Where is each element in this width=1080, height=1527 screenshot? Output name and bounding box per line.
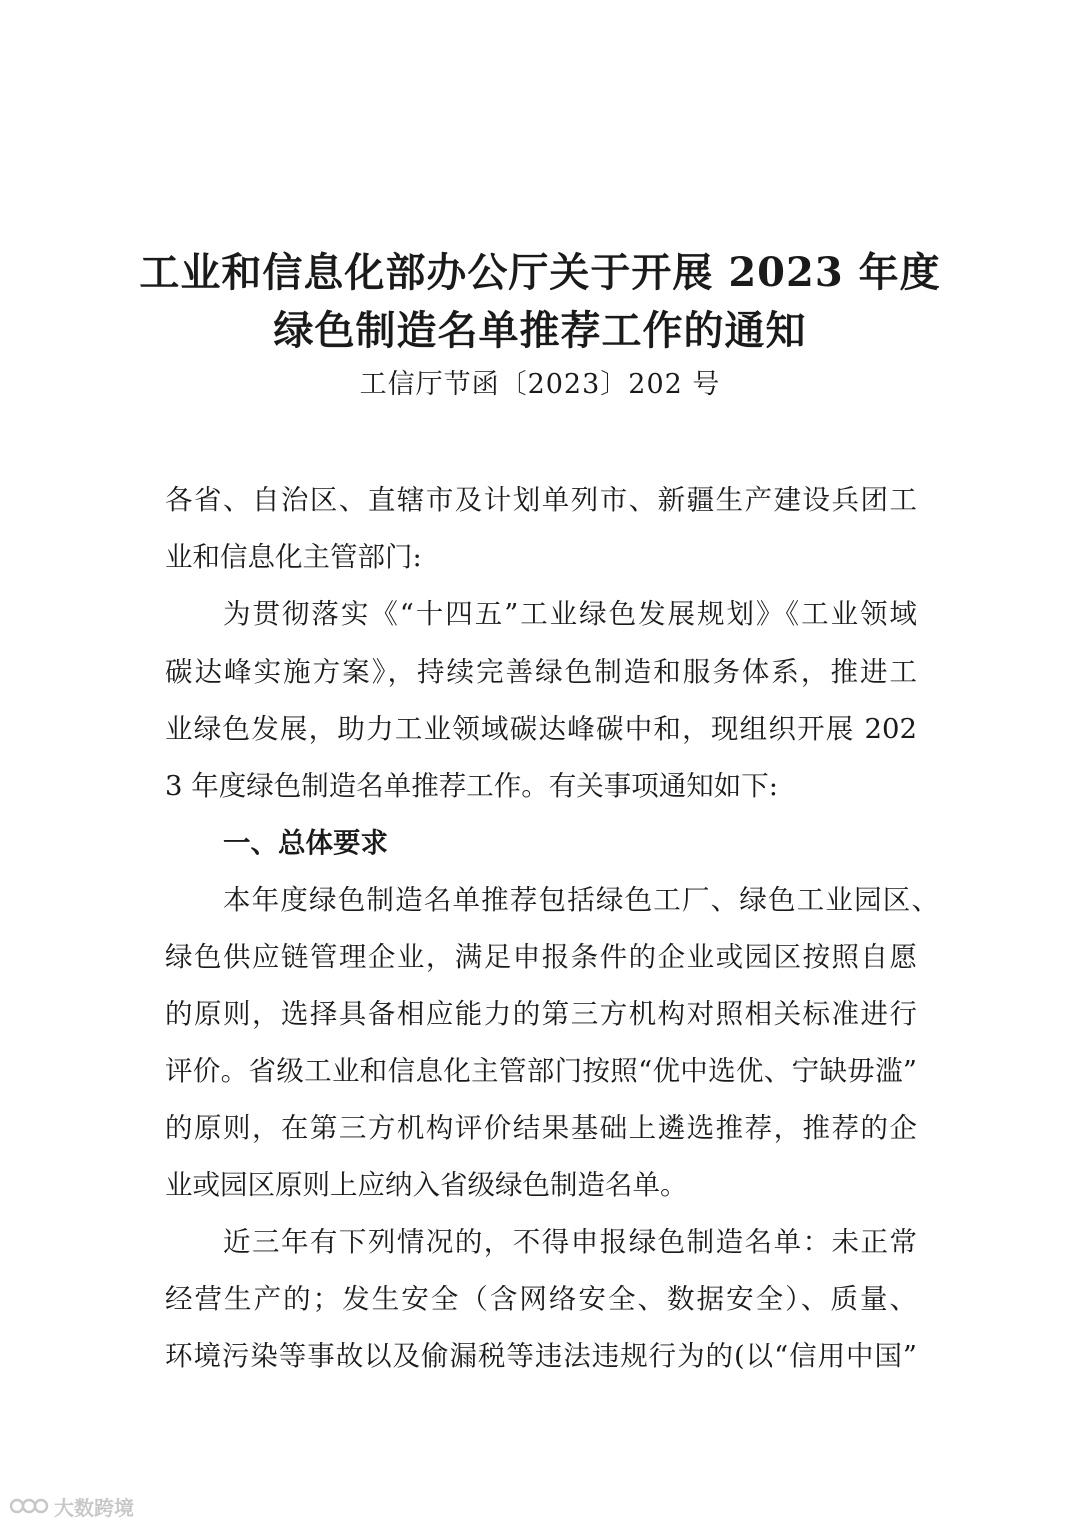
paragraph-line: 绿色供应链管理企业，满足申报条件的企业或园区按照自愿: [165, 941, 917, 973]
paragraph-line: 碳达峰实施方案》，持续完善绿色制造和服务体系，推进工: [165, 656, 917, 688]
paragraph-line: 的原则，选择具备相应能力的第三方机构对照相关标准进行: [165, 998, 917, 1030]
paragraph-line: 3 年度绿色制造名单推荐工作。有关事项通知如下:: [165, 770, 779, 802]
logo-icon: [10, 1495, 50, 1517]
paragraph-line: 评价。省级工业和信息化主管部门按照“优中选优、宁缺毋滥”: [165, 1055, 917, 1087]
document-number: 工信厅节函〔2023〕202 号: [359, 369, 721, 400]
recipient-line-2: 业和信息化主管部门:: [165, 541, 422, 573]
paragraph-line: 业或园区原则上应纳入省级绿色制造名单。: [165, 1169, 688, 1201]
paragraph-line: 业绿色发展，助力工业领域碳达峰碳中和，现组织开展 202: [165, 713, 917, 745]
paragraph-line: 经营生产的；发生安全（含网络安全、数据安全）、质量、: [165, 1283, 917, 1315]
paragraph-line: 本年度绿色制造名单推荐包括绿色工厂、绿色工业园区、: [223, 884, 939, 916]
watermark-text: 大数跨境: [54, 1495, 134, 1520]
paragraph-line: 环境污染等事故以及偷漏税等违法违规行为的(以“信用中国”: [165, 1340, 917, 1372]
paragraph-line: 的原则，在第三方机构评价结果基础上遴选推荐，推荐的企: [165, 1112, 917, 1144]
document-title-line-1: 工业和信息化部办公厅关于开展 2023 年度: [139, 249, 941, 296]
watermark: [10, 1493, 134, 1519]
section-heading: 一、总体要求: [223, 827, 388, 859]
recipient-line-1: 各省、自治区、直辖市及计划单列市、新疆生产建设兵团工: [165, 484, 917, 516]
document-title-line-2: 绿色制造名单推荐工作的通知: [273, 307, 807, 354]
paragraph-line: 为贯彻落实《“十四五”工业绿色发展规划》《工业领域: [223, 598, 917, 630]
paragraph-line: 近三年有下列情况的，不得申报绿色制造名单：未正常: [223, 1226, 917, 1258]
